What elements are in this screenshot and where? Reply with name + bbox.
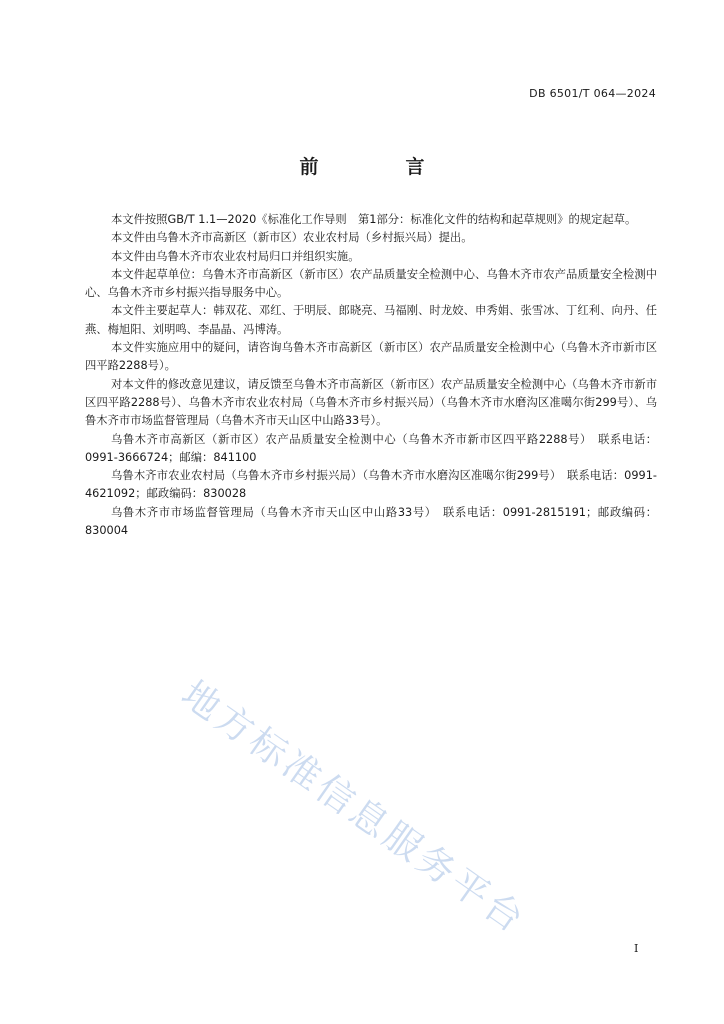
paragraph-contact-agriculture-bureau: 乌鲁木齐市农业农村局（乌鲁木齐市乡村振兴局）（乌鲁木齐市水磨沟区准噶尔街299号） 联系电话：0991-4621092；邮政编码：830028 <box>85 469 657 501</box>
page-number: I <box>634 942 639 955</box>
paragraph-contact-testing-center: 乌鲁木齐市高新区（新市区）农产品质量安全检测中心（乌鲁木齐市新市区四平路2288号） 联系电话：0991-3666724；邮编：841100 <box>85 432 657 464</box>
paragraph-inquiries: 本文件实施应用中的疑问，请咨询乌鲁木齐市高新区（新市区）农产品质量安全检测中心（乌鲁木齐市新市区四平路2288号）。 <box>85 341 657 373</box>
document-code: DB 6501/T 064—2024 <box>529 87 656 100</box>
watermark: 地方标准信息服务平台 <box>173 672 535 943</box>
paragraph-contact-market-supervision: 乌鲁木齐市市场监督管理局（乌鲁木齐市天山区中山路33号） 联系电话：0991-2815191；邮政编码：830004 <box>85 505 657 538</box>
paragraph-feedback: 对本文件的修改意见建议，请反馈至乌鲁木齐市高新区（新市区）农产品质量安全检测中心（乌鲁木齐市新市区四平路2288号）、乌鲁木齐市农业农村局（乌鲁木齐市乡村振兴局）（乌鲁木齐市水磨沟区准噶尔街299号）、乌鲁木齐市市场监督管理局（乌鲁木齐市天山区中山路33号）。 <box>85 377 657 428</box>
paragraph-administrator: 本文件由乌鲁木齐市农业农村局归口并组织实施。 <box>110 249 360 263</box>
page-title: 前 言 <box>299 156 459 178</box>
foreword-body <box>85 211 657 540</box>
paragraph-drafters: 本文件主要起草人：韩双花、邓红、于明辰、郎晓亮、马福刚、时龙姣、申秀娟、张雪冰、丁红利、向丹、任燕、梅旭阳、刘明鸣、李晶晶、冯博涛。 <box>85 304 657 336</box>
paragraph-drafting-rules: 本文件按照GB/T 1.1—2020《标准化工作导则 第1部分：标准化文件的结构和起草规则》的规定起草。 <box>110 213 637 226</box>
paragraph-drafting-units: 本文件起草单位：乌鲁木齐市高新区（新市区）农产品质量安全检测中心、乌鲁木齐市农产品质量安全检测中心、乌鲁木齐市乡村振兴指导服务中心。 <box>85 267 657 300</box>
paragraph-proposer: 本文件由乌鲁木齐市高新区（新市区）农业农村局（乡村振兴局）提出。 <box>110 231 473 245</box>
